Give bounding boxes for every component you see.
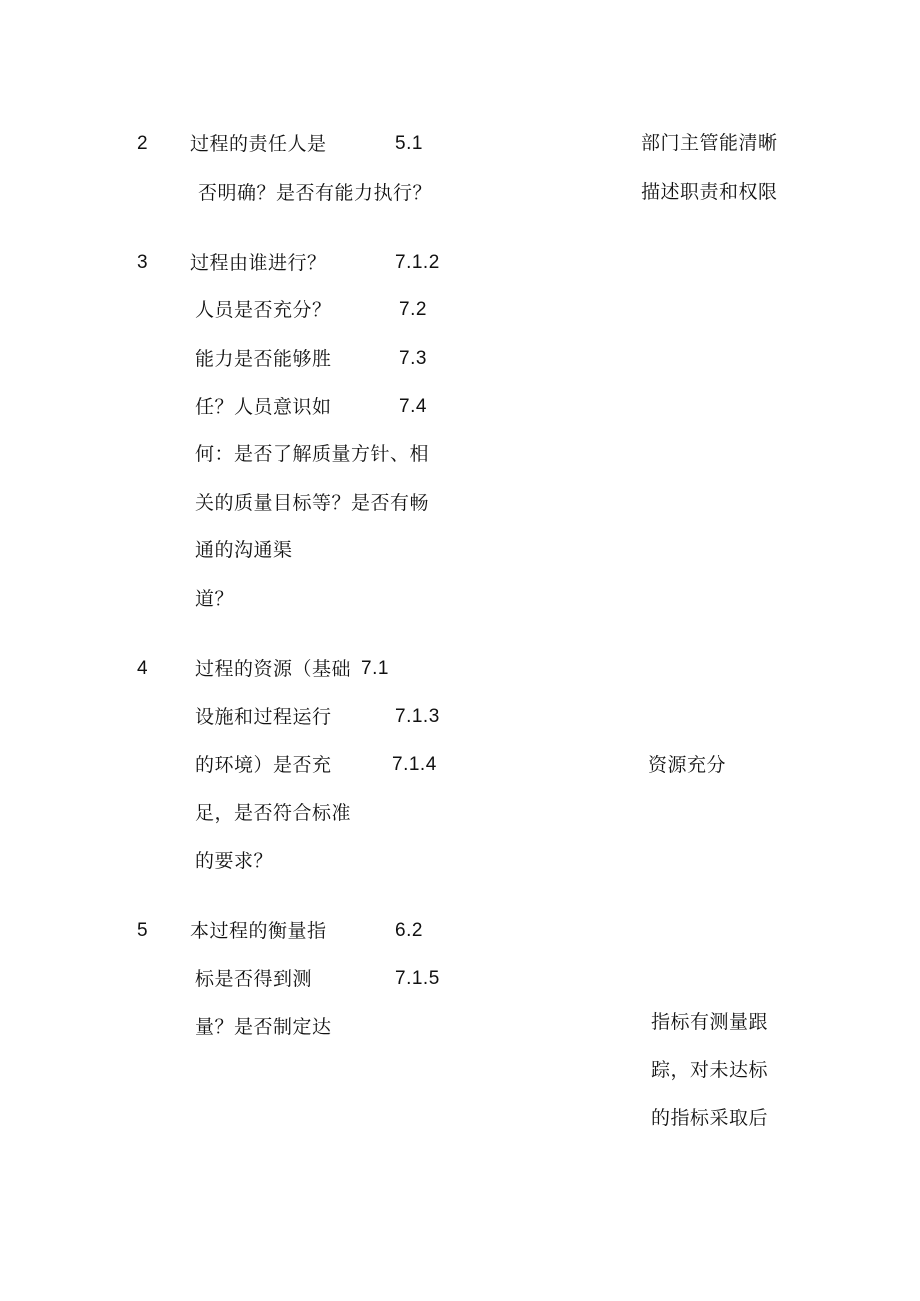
row-number: 3: [137, 252, 149, 273]
clause-number: 7.3: [399, 348, 427, 369]
row-number: 5: [137, 920, 149, 941]
result-line: 部门主管能清晰: [641, 132, 778, 154]
clause-number: 7.1.4: [392, 754, 437, 775]
question-line: 能力是否能够胜: [195, 348, 332, 370]
clause-number: 7.1.3: [395, 706, 440, 727]
question-line: 何：是否了解质量方针、相: [195, 443, 430, 465]
row-number: 2: [137, 133, 149, 154]
question-line: 设施和过程运行: [195, 706, 332, 728]
question-line: 任？人员意识如: [195, 396, 332, 418]
question-line: 的环境）是否充: [195, 754, 332, 776]
row-number: 4: [137, 658, 149, 679]
question-line: 关的质量目标等？是否有畅: [195, 492, 430, 514]
question-line: 标是否得到测: [195, 968, 313, 990]
question-line: 通的沟通渠: [195, 539, 293, 561]
clause-number: 7.1: [361, 658, 389, 679]
result-line: 资源充分: [648, 754, 727, 776]
question-line: 道？: [195, 588, 235, 610]
result-line: 的指标采取后: [651, 1107, 769, 1129]
question-line: 的要求？: [195, 850, 274, 872]
question-line: 过程的责任人是: [190, 133, 327, 155]
question-line: 过程由谁进行？: [190, 252, 327, 274]
question-line: 量？是否制定达: [195, 1016, 332, 1038]
result-line: 描述职责和权限: [641, 181, 778, 203]
result-line: 踪，对未达标: [651, 1059, 769, 1081]
clause-number: 5.1: [395, 133, 423, 154]
question-line: 人员是否充分？: [195, 299, 332, 321]
clause-number: 7.1.2: [395, 252, 440, 273]
clause-number: 6.2: [395, 920, 423, 941]
question-line: 本过程的衡量指: [190, 920, 327, 942]
question-line: 足，是否符合标准: [195, 802, 352, 824]
clause-number: 7.1.5: [395, 968, 440, 989]
clause-number: 7.2: [399, 299, 427, 320]
result-line: 指标有测量跟: [651, 1011, 769, 1033]
question-line: 过程的资源（基础: [195, 658, 352, 680]
question-line: 否明确？是否有能力执行？: [198, 182, 433, 204]
clause-number: 7.4: [399, 396, 427, 417]
